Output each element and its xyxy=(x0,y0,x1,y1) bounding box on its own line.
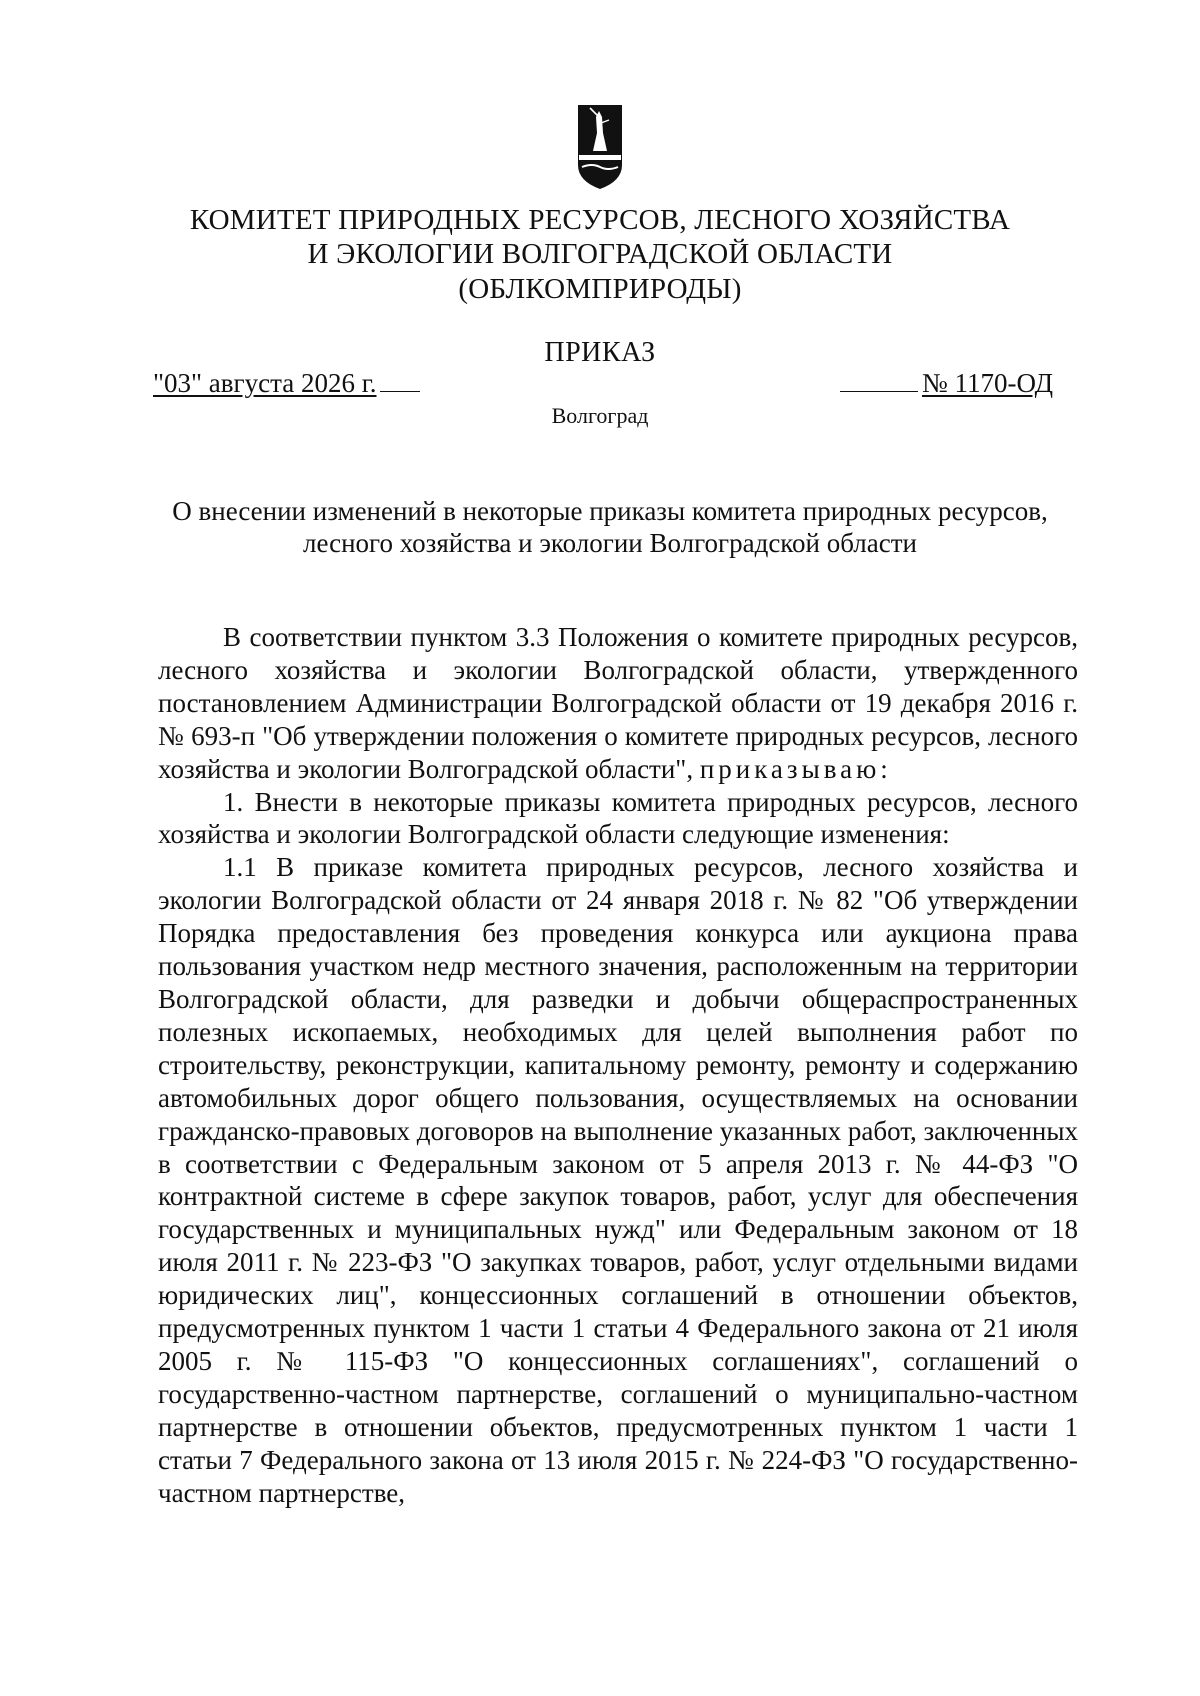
document-number-text: № 1170-ОД xyxy=(922,368,1054,398)
organization-name-line-1: КОМИТЕТ ПРИРОДНЫХ РЕСУРСОВ, ЛЕСНОГО ХОЗЯЙСТВА xyxy=(189,204,1011,236)
date-underline-tail xyxy=(380,367,420,392)
organization-short-name: (ОБЛКОМПРИРОДЫ) xyxy=(458,273,742,305)
document-subject-line-1: О внесении изменений в некоторые приказы комитета природных ресурсов, xyxy=(172,496,1048,526)
preamble-text: В соответствии пунктом 3.3 Положения о комитете природных ресурсов, лесного хозяйства и экологии Волгоградской области, утвержденного постановлением Администрации Волгоградской области от 19 декабря 2016 г. № 693-п "Об утверждении положения о комитете природных ресурсов, лесного хозяйства и экологии Волгоградской области", xyxy=(158,622,1078,784)
preamble-paragraph xyxy=(158,621,1078,786)
item-1-paragraph: 1. Внести в некоторые приказы комитета природных ресурсов, лесного хозяйства и экологии Волгоградской области следующие изменения: xyxy=(158,786,1078,850)
document-subject-line-2: лесного хозяйства и экологии Волгоградской области xyxy=(302,528,917,558)
document-date-text: "03" августа 2026 г. xyxy=(153,368,377,398)
organization-name-line-2: И ЭКОЛОГИИ ВОЛГОГРАДСКОЙ ОБЛАСТИ xyxy=(307,238,893,270)
volgograd-coat-of-arms-icon xyxy=(576,103,624,191)
document-number xyxy=(840,367,1053,399)
number-underline-lead xyxy=(840,367,918,392)
document-type-title: ПРИКАЗ xyxy=(544,337,656,368)
document-city: Волгоград xyxy=(551,403,649,428)
document-body xyxy=(158,621,1078,1509)
document-date xyxy=(153,367,420,399)
order-word: приказываю: xyxy=(699,753,892,784)
item-1-1-paragraph: 1.1 В приказе комитета природных ресурсов, лесного хозяйства и экологии Волгоградской области от 24 января 2018 г. № 82 "Об утверждении Порядка предоставления без проведения конкурса или аукциона права пользования участком недр местного значения, расположенным на территории Волгоградской области, для разведки и добычи общераспространенных полезных ископаемых, необходимых для целей выполнения работ по строительству, реконструкции, капитальному ремонту, ремонту и содержанию автомобильных дорог общего пользования, осуществляемых на основании гражданско-правовых договоров на выполнение указанных работ, заключенных в соответствии с Федеральным законом от 5 апреля 2013 г. № 44-ФЗ "О контрактной системе в сфере закупок товаров, работ, услуг для обеспечения государственных и муниципальных нужд" или Федеральным законом от 18 июля 2011 г. № 223-ФЗ "О закупках товаров, работ, услуг отдельными видами юридических лиц", концессионных соглашений в отношении объектов, предусмотренных пунктом 1 части 1 статьи 4 Федерального закона от 21 июля 2005 г. № 115-ФЗ "О концессионных соглашениях", соглашений о государственно-частном партнерстве, соглашений о муниципально-частном партнерстве в отношении объектов, предусмотренных пунктом 1 части 1 статьи 7 Федерального закона от 13 июля 2015 г. № 224-ФЗ "О государственно-частном партнерстве, xyxy=(158,852,1078,1508)
